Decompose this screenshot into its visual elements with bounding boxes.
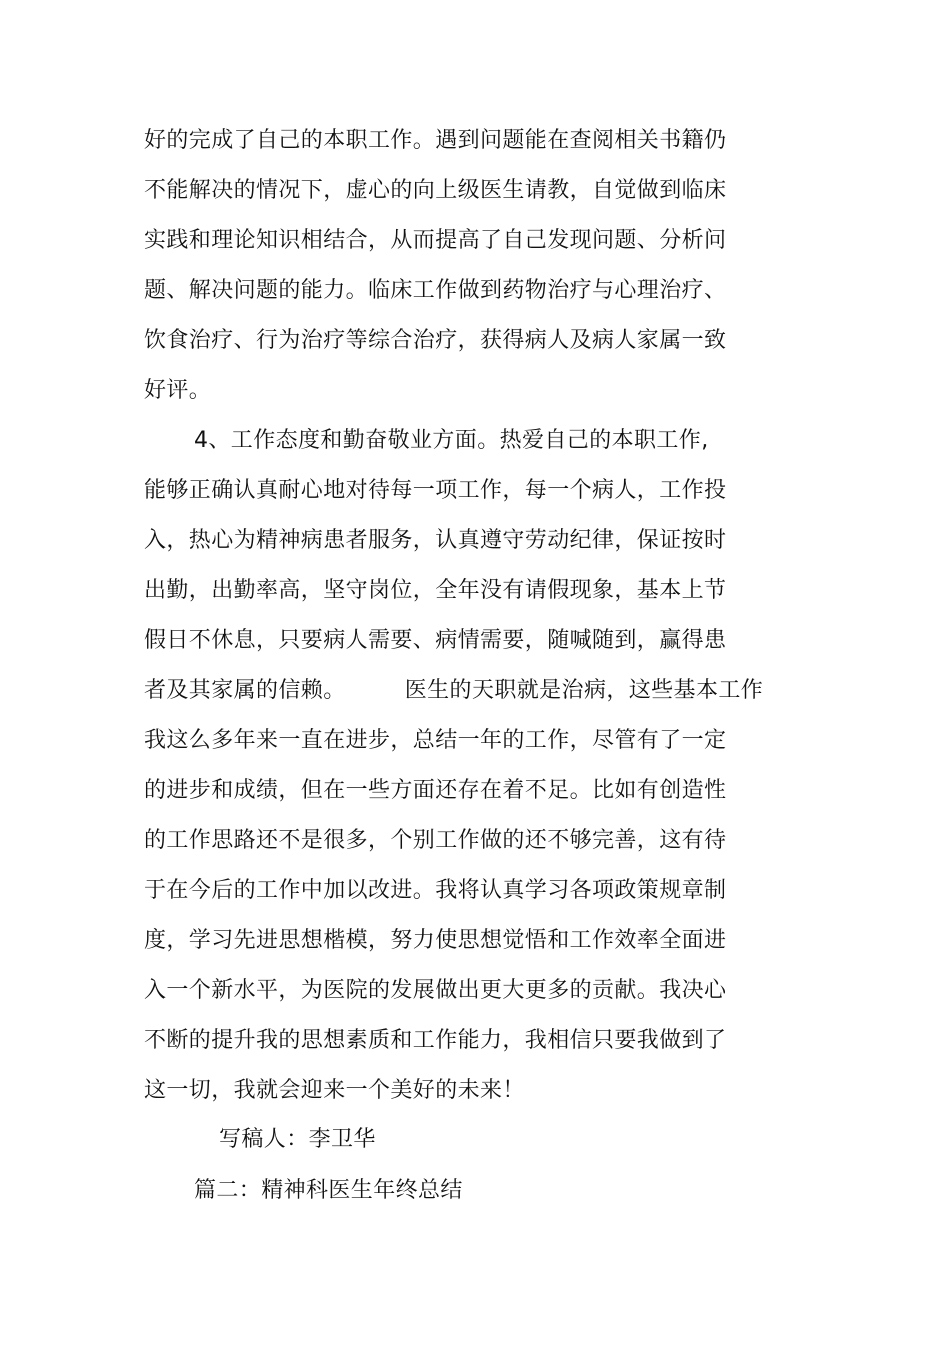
- paragraph-1-line-2: 不能解决的情况下，虚心的向上级医生请教，自觉做到临床: [144, 178, 727, 203]
- paragraph-2-line-6: 者及其家属的信赖。 医生的天职就是治病，这些基本工作: [144, 678, 764, 703]
- paragraph-2-line-13: 不断的提升我的思想素质和工作能力，我相信只要我做到了: [144, 1028, 727, 1053]
- paragraph-2-line-14: 这一切，我就会迎来一个美好的未来！: [144, 1078, 525, 1103]
- paragraph-2-line-11: 度，学习先进思想楷模，努力使思想觉悟和工作效率全面进: [144, 928, 727, 953]
- paragraph-2-line-1: 4、工作态度和勤奋敬业方面。热爱自己的本职工作,: [194, 428, 709, 453]
- paragraph-2-line-7: 我这么多年来一直在进步，总结一年的工作，尽管有了一定: [144, 728, 727, 753]
- paragraph-1-line-3: 实践和理论知识相结合，从而提高了自己发现问题、分析问: [144, 228, 727, 253]
- paragraph-2-line-8: 的进步和成绩，但在一些方面还存在着不足。比如有创造性: [144, 778, 727, 803]
- paragraph-1-line-1: 好的完成了自己的本职工作。遇到问题能在查阅相关书籍仍: [144, 128, 727, 153]
- author-line: 写稿人：李卫华: [219, 1127, 376, 1152]
- paragraph-2-line-12: 入一个新水平，为医院的发展做出更大更多的贡献。我决心: [144, 978, 727, 1003]
- paragraph-1-line-4: 题、解决问题的能力。临床工作做到药物治疗与心理治疗、: [144, 278, 727, 303]
- paragraph-2-line-3: 入，热心为精神病患者服务，认真遵守劳动纪律，保证按时: [144, 528, 727, 553]
- section-heading: 篇二：精神科医生年终总结: [194, 1178, 463, 1203]
- paragraph-2-line-10: 于在今后的工作中加以改进。我将认真学习各项政策规章制: [144, 878, 727, 903]
- paragraph-2-line-9: 的工作思路还不是很多，个别工作做的还不够完善，这有待: [144, 828, 727, 853]
- paragraph-2-line-4: 出勤，出勤率高，坚守岗位，全年没有请假现象，基本上节: [144, 578, 727, 603]
- paragraph-1-line-6: 好评。: [144, 378, 212, 403]
- paragraph-1-line-5: 饮食治疗、行为治疗等综合治疗，获得病人及病人家属一致: [144, 328, 727, 353]
- paragraph-2-line-5: 假日不休息，只要病人需要、病情需要，随喊随到，赢得患: [144, 628, 727, 653]
- paragraph-2-line-2: 能够正确认真耐心地对待每一项工作，每一个病人，工作投: [144, 478, 727, 503]
